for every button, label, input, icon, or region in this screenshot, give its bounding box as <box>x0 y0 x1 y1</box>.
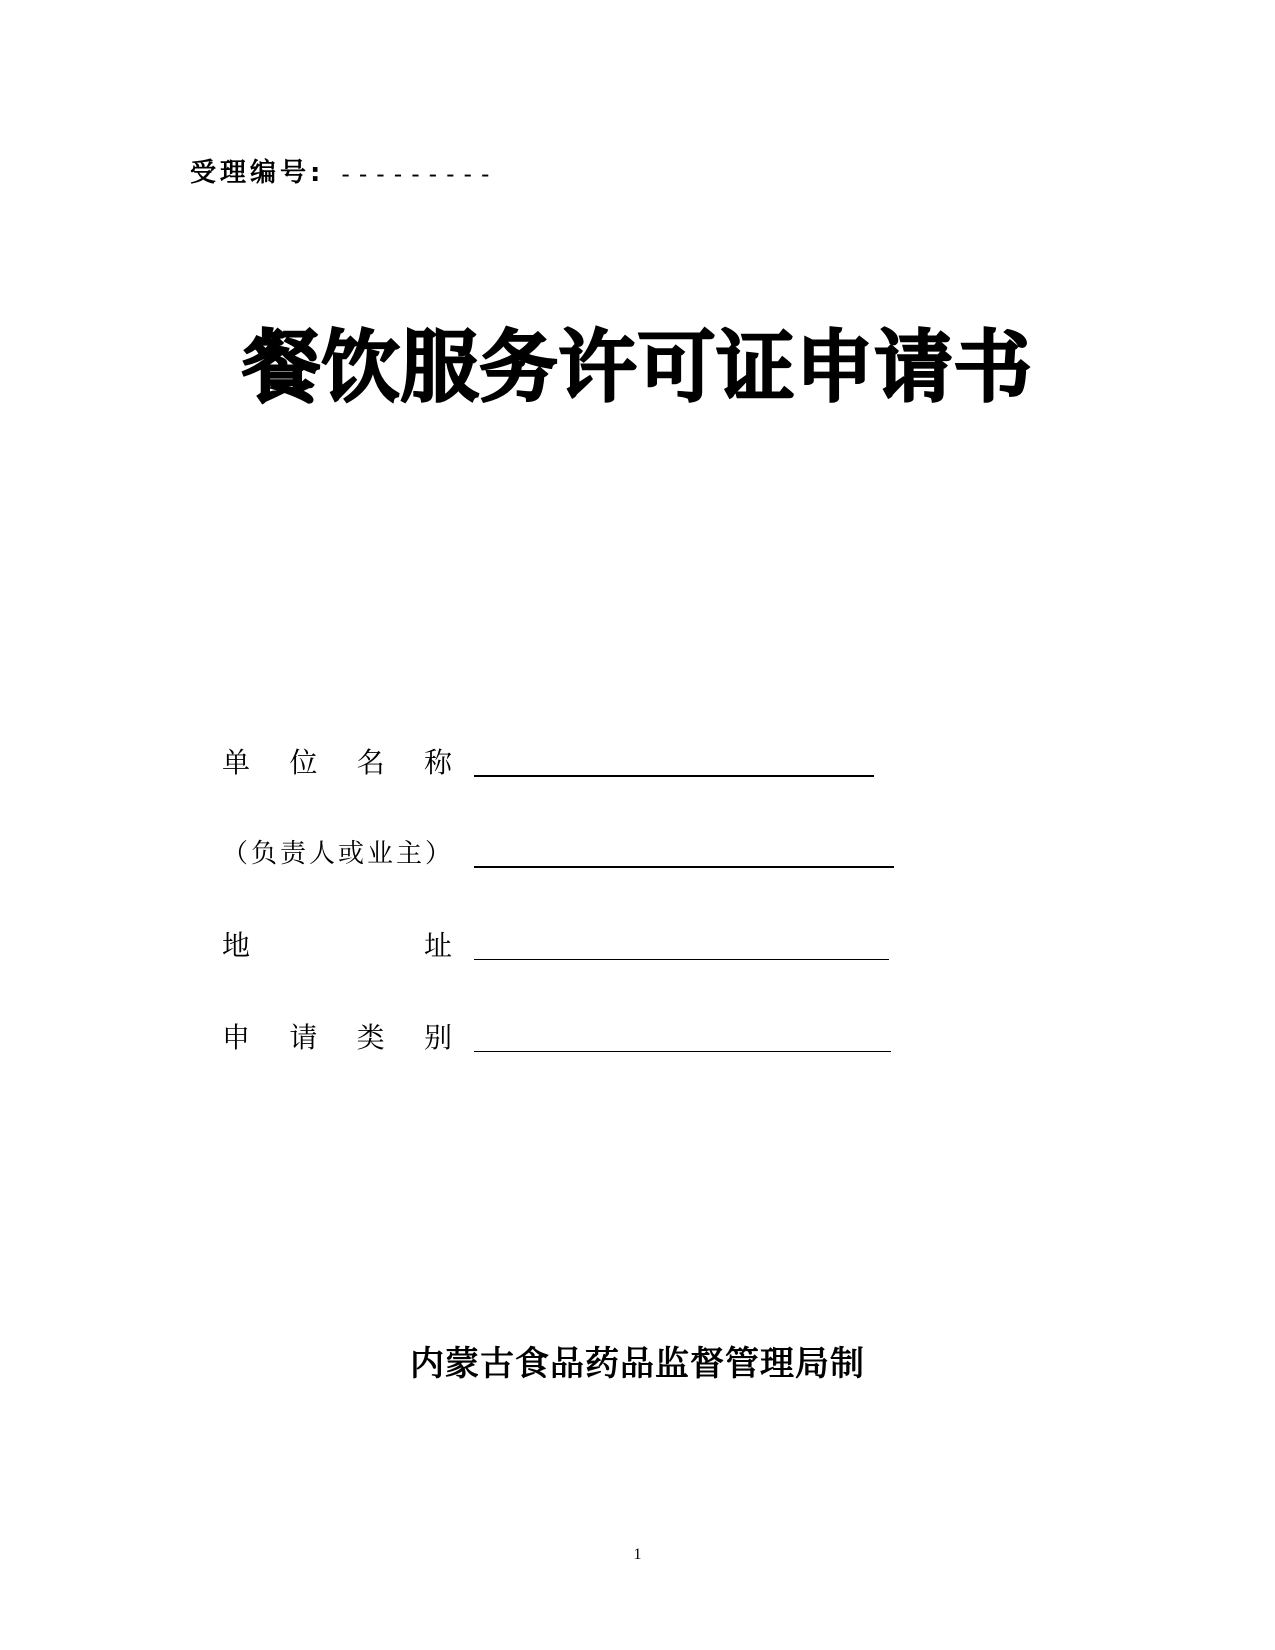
label-char: 称 <box>423 746 452 779</box>
field-responsible-person-label: （负责人或业主） <box>222 839 455 869</box>
field-unit-name-label <box>222 743 452 783</box>
acceptance-number-blank: --------- <box>338 160 496 188</box>
field-application-category <box>222 1012 891 1058</box>
label-char: 地 <box>222 929 251 962</box>
label-char: 位 <box>289 746 318 779</box>
field-address <box>222 920 889 966</box>
issuing-authority: 内蒙古食品药品监督管理局制 <box>410 1344 865 1384</box>
field-responsible-person-input[interactable] <box>474 865 894 868</box>
label-char: 单 <box>222 746 251 779</box>
label-char: 类 <box>356 1021 385 1054</box>
field-application-category-input[interactable] <box>474 1050 891 1052</box>
field-unit-name-input[interactable] <box>474 774 874 777</box>
page-number: 1 <box>633 1546 642 1563</box>
field-application-category-label <box>222 1018 452 1058</box>
field-responsible-person <box>222 828 894 874</box>
label-char: 申 <box>222 1021 251 1054</box>
label-char: 址 <box>423 929 452 962</box>
label-char: 请 <box>289 1021 318 1054</box>
acceptance-number-label: 受理编号: <box>190 157 325 188</box>
document-title: 餐饮服务许可证申请书 <box>242 323 1033 413</box>
label-char: 名 <box>356 746 385 779</box>
label-char: 别 <box>423 1021 452 1054</box>
field-address-label <box>222 926 452 966</box>
acceptance-number-row <box>190 150 495 190</box>
field-unit-name <box>222 737 874 783</box>
field-address-input[interactable] <box>474 958 889 960</box>
